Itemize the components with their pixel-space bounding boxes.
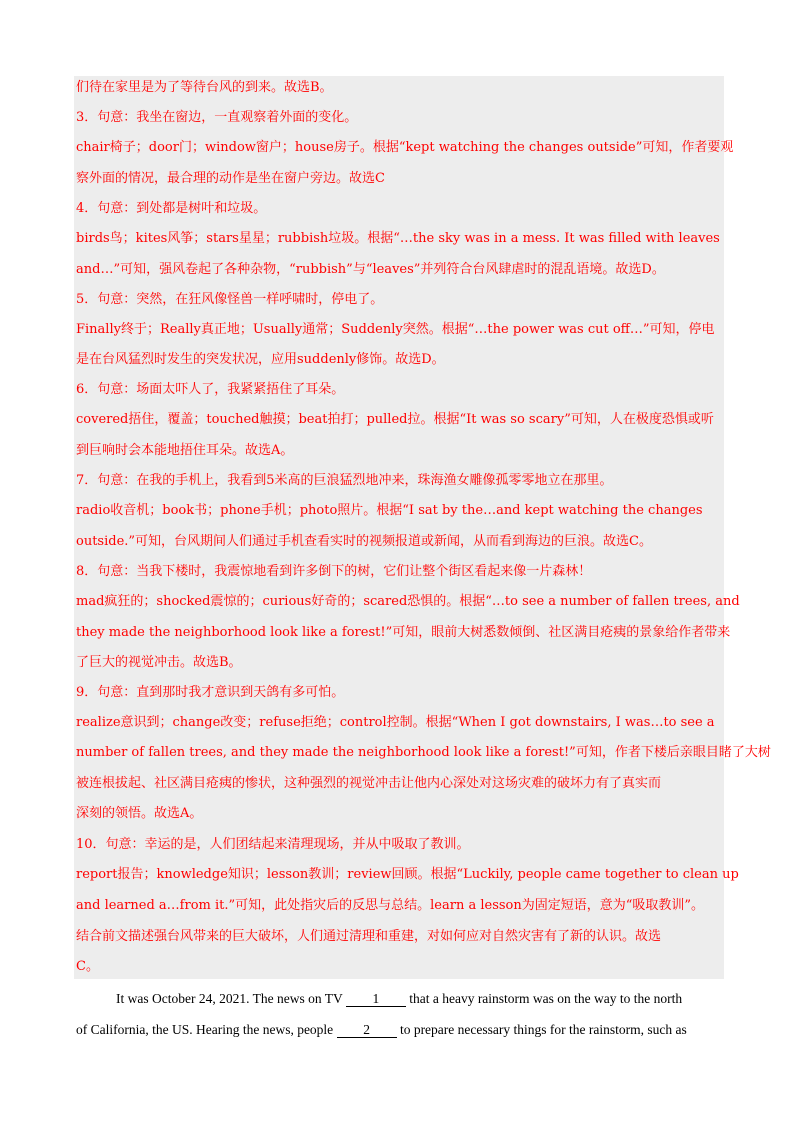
passage-text: that a heavy rainstorm was on the way to the north — [409, 991, 683, 1006]
answer-line: 结合前文描述强台风带来的巨大破坏，人们通过清理和重建，对如何应对自然灾害有了新的认识。故选 — [76, 929, 662, 944]
answer-line: mad疯狂的；shocked震惊的；curious好奇的；scared恐惧的。根据“…to see a number of fallen trees, and — [76, 594, 740, 609]
answer-line: covered捂住，覆盖；touched触摸；beat拍打；pulled拉。根据“It was so scary”可知，人在极度恐惧或听 — [76, 412, 714, 427]
answer-line: they made the neighborhood look like a forest!”可知，眼前大树悉数倾倒、社区满目疮痍的景象给作者带来 — [76, 625, 731, 640]
passage-text: to prepare necessary things for the rainstorm, such as — [399, 1022, 687, 1037]
passage-line-2 — [76, 1021, 724, 1039]
answer-line: 深刻的领悟。故选A。 — [76, 806, 203, 821]
answer-line: 7．句意：在我的手机上，我看到5米高的巨浪猛烈地冲来，珠海渔女雕像孤零零地立在那里。 — [76, 473, 613, 488]
blank-2: 2 — [337, 1023, 397, 1038]
answer-line: number of fallen trees, and they made the neighborhood look like a forest!”可知，作者下楼后亲眼目睹了大树 — [76, 745, 771, 760]
passage-text: It was October 24, 2021. The news on TV — [116, 991, 343, 1006]
answer-line: radio收音机；book书；phone手机；photo照片。根据“I sat by the…and kept watching the changes — [76, 503, 703, 518]
answer-line: 4．句意：到处都是树叶和垃圾。 — [76, 201, 267, 216]
answer-line: 3．句意：我坐在窗边，一直观察着外面的变化。 — [76, 110, 358, 125]
answer-line: outside.”可知，台风期间人们通过手机查看实时的视频报道或新闻，从而看到海边的巨浪。故选C。 — [76, 534, 652, 549]
answer-line: 10．句意：幸运的是，人们团结起来清理现场，并从中吸取了教训。 — [76, 837, 470, 852]
answer-line: 9．句意：直到那时我才意识到天鸽有多可怕。 — [76, 685, 345, 700]
answer-line: 了巨大的视觉冲击。故选B。 — [76, 655, 242, 670]
passage-line-1 — [116, 990, 724, 1008]
answer-line: chair椅子；door门；window窗户；house房子。根据“kept watching the changes outside”可知，作者要观 — [76, 140, 734, 155]
answer-line: and…”可知，强风卷起了各种杂物，“rubbish”与“leaves”并列符合台风肆虐时的混乱语境。故选D。 — [76, 262, 665, 277]
answer-line: 5．句意：突然，在狂风像怪兽一样呼啸时，停电了。 — [76, 292, 384, 307]
answer-line: 们待在家里是为了等待台风的到来。故选B。 — [76, 80, 333, 95]
answer-line: 到巨响时会本能地捂住耳朵。故选A。 — [76, 443, 294, 458]
answer-line: 6．句意：场面太吓人了，我紧紧捂住了耳朵。 — [76, 382, 345, 397]
passage-text: of California, the US. Hearing the news, people — [76, 1022, 334, 1037]
answer-line: Finally终于；Really真正地；Usually通常；Suddenly突然。根据“…the power was cut off…”可知，停电 — [76, 322, 715, 337]
answer-line: 8．句意：当我下楼时，我震惊地看到许多倒下的树，它们让整个街区看起来像一片森林！ — [76, 564, 592, 579]
answer-line: 是在台风猛烈时发生的突发状况，应用suddenly修饰。故选D。 — [76, 352, 445, 367]
answer-line: 察外面的情况，最合理的动作是坐在窗户旁边。故选C — [76, 171, 385, 186]
answer-line: report报告；knowledge知识；lesson教训；review回顾。根据“Luckily, people came together to clean up — [76, 867, 739, 882]
answer-line: realize意识到；change改变；refuse拒绝；control控制。根据“When I got downstairs, I was…to see a — [76, 715, 715, 730]
blank-1: 1 — [346, 992, 406, 1007]
answer-line: and learned a…from it.”可知，此处指灾后的反思与总结。learn a lesson为固定短语，意为“吸取教训”。 — [76, 898, 705, 913]
answer-line: birds鸟；kites风筝；stars星星；rubbish垃圾。根据“…the sky was in a mess. It was filled with leaves — [76, 231, 720, 246]
answer-line: 被连根拔起、社区满目疮痍的惨状，这种强烈的视觉冲击让他内心深处对这场灾难的破坏力有了真实而 — [76, 776, 662, 791]
answer-line: C。 — [76, 959, 99, 974]
